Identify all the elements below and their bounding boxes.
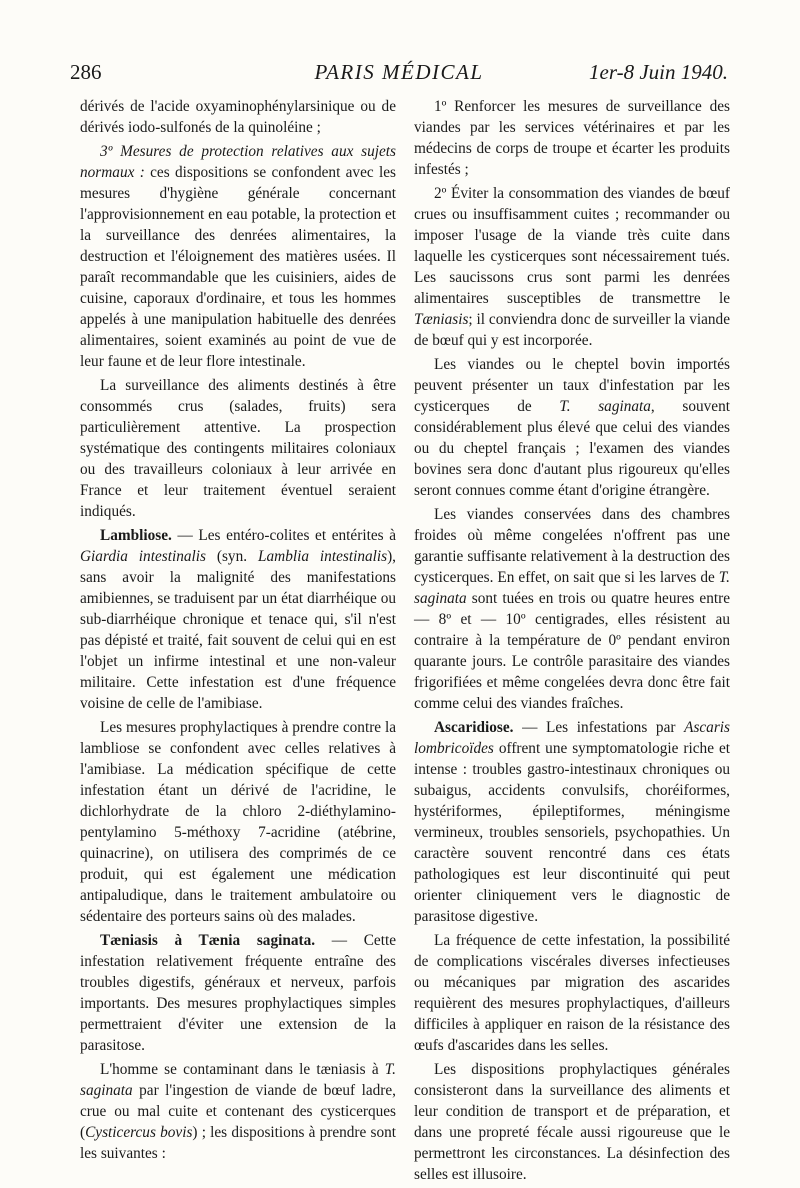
paragraph: 2º Éviter la consommation des viandes de bœuf crues ou insuffisamment cuites ; recommander ou imposer l'usage de la viande très cuite dans laquelle les cysticerques sont nécessairement tués. Les saucissons crus sont parmi les denrées alimentaires susceptibles de transmettre le Tæniasis; il conviendra donc de surveiller la viande de bœuf qui y est incorporée. [414, 185, 730, 349]
issue-date: 1er-8 Juin 1940. [589, 60, 728, 84]
right-column [414, 96, 730, 1188]
section-heading: 3º Mesures de protection relatives aux sujets normaux : [80, 143, 396, 181]
paragraph: Les dispositions prophylactiques générales consisteront dans la surveillance des aliments et leur condition de transport et de préparation, et dans une propreté fécale aussi rigoureuse que le permettront les circonstances. La désinfection des selles est illusoire. [414, 1061, 730, 1183]
paragraph: Tæniasis à Tænia saginata. — Cette infestation relativement fréquente entraîne des troubles digestifs, généraux et nerveux, parfois importants. Des mesures prophylactiques simples permettraient d'éviter une extension de la parasitose. [80, 932, 396, 1054]
paragraph: 1º Renforcer les mesures de surveillance des viandes par les services vétérinaires et par les médecins de corps de troupe et écarter les produits infestés ; [414, 98, 730, 178]
page-number: 286 [70, 60, 102, 84]
paragraph: Les mesures prophylactiques à prendre contre la lambliose se confondent avec celles relatives à l'amibiase. La médication spécifique de cette infestation étant un dérivé de l'acridine, le dichlorhydrate de la chloro 2-diéthylamino-pentylamino 5-méthoxy 7-acridine (atébrine, quinacrine), on utilisera des comprimés de ce produit, qui est également une médication antipaludique, dans le traitement ambulatoire ou sédentaire des porteurs sains où des malades. [80, 719, 396, 925]
section-heading: Ascaridiose. [434, 719, 514, 736]
left-column [80, 96, 396, 1167]
paragraph: La fréquence de cette infestation, la possibilité de complications viscérales diverses infectieuses ou mécaniques par migration des ascarides requièrent des mesures prophylactiques, d'ailleurs difficiles à appliquer en raison de la résistance des œufs d'ascarides dans les selles. [414, 932, 730, 1054]
paragraph: Ascaridiose. — Les infestations par Ascaris lombricoïdes offrent une symptomatologie riche et intense : troubles gastro-intestinaux chroniques ou subaigus, accidents convulsifs, choréiformes, hystériformes, épileptiformes, méningisme vermineux, troubles sensoriels, psychopathies. Un caractère souvent rencontré dans ces états pathologiques est leur discontinuité qui peut orienter cliniquement vers le diagnostic de parasitose digestive. [414, 719, 730, 925]
paragraph: dérivés de l'acide oxyaminophénylarsinique ou de dérivés iodo-sulfonés de la quinoléine ; [80, 98, 396, 136]
section-heading: Lambliose. [100, 527, 172, 544]
paragraph: 3º Mesures de protection relatives aux sujets normaux : ces dispositions se confondent avec les mesures d'hygiène générale concernant l'approvisionnement en eau potable, la protection et la surveillance des denrées alimentaires, la destruction et l'éloignement des matières usées. Il paraît recommandable que les cuisiniers, aides de cuisine, caporaux d'ordinaire, et tous les hommes appelés à une manipulation habituelle des denrées alimentaires, soient examinés au point de vue de leur faune et de leur flore intestinale. [80, 143, 396, 370]
journal-title: PARIS MÉDICAL [314, 60, 484, 84]
paragraph: Lambliose. — Les entéro-colites et entérites à Giardia intestinalis (syn. Lamblia intestinalis), sans avoir la malignité des manifestations amibiennes, se traduisent par un état diarrhéique ou sub-diarrhéique chronique et tenace qui, s'il n'est pas dépisté et traité, fait souvent de celui qui en est l'objet un infirme intestinal et une non-valeur militaire. Cette infestation est d'une fréquence voisine de celle de l'amibiase. [80, 527, 396, 712]
section-heading: Tæniasis à Tænia saginata. [100, 932, 316, 949]
running-header [70, 60, 728, 88]
paragraph: L'homme se contaminant dans le tæniasis à T. saginata par l'ingestion de viande de bœuf ladre, crue ou mal cuite et contenant des cysticerques (Cysticercus bovis) ; les dispositions à prendre sont les suivantes : [80, 1061, 397, 1162]
paragraph: La surveillance des aliments destinés à être consommés crus (salades, fruits) sera particulièrement attentive. La prospection systématique des contingents militaires coloniaux ou des travailleurs coloniaux à leur arrivée en France et leur traitement éventuel seraient indiqués. [80, 377, 396, 520]
paragraph: Les viandes ou le cheptel bovin importés peuvent présenter un taux d'infestation par les cysticerques de T. saginata, souvent considérablement plus élevé que celui des viandes ou du cheptel français ; l'examen des viandes bovines sera donc d'autant plus rigoureux qu'elles seront connues comme étant d'origine étrangère. [414, 356, 730, 499]
paragraph: Les viandes conservées dans des chambres froides où même congelées n'offrent pas une garantie suffisante relativement à la destruction des cysticerques. En effet, on sait que si les larves de T. saginata sont tuées en trois ou quatre heures entre — 8º et — 10º centigrades, elles résistent au contraire à la température de 0º pendant environ quarante jours. Le contrôle parasitaire des viandes frigorifiées et même congelées devra donc être fait comme celui des viandes fraîches. [414, 506, 730, 712]
